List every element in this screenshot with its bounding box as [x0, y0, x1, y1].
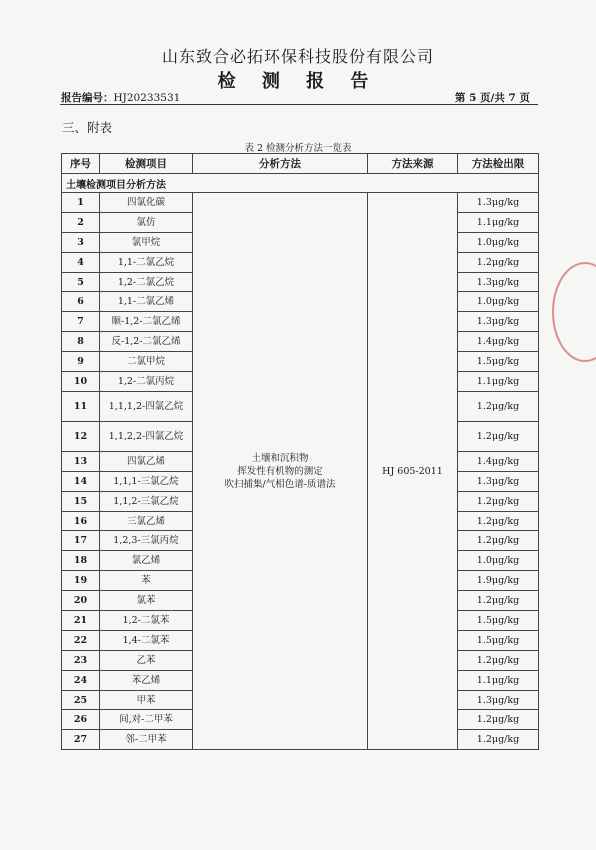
detection-limit: 1.9μg/kg: [458, 571, 539, 591]
detection-limit: 1.2μg/kg: [458, 491, 539, 511]
detection-limit: 1.3μg/kg: [458, 690, 539, 710]
detection-limit: 1.1μg/kg: [458, 670, 539, 690]
test-item: 1,2-二氯丙烷: [100, 372, 193, 392]
detection-limit: 1.2μg/kg: [458, 710, 539, 730]
analysis-method: [193, 193, 368, 750]
test-item: 顺-1,2-二氯乙烯: [100, 312, 193, 332]
detection-limit: 1.2μg/kg: [458, 650, 539, 670]
row-number: 22: [62, 630, 100, 650]
detection-limit: 1.1μg/kg: [458, 212, 539, 232]
row-number: 3: [62, 232, 100, 252]
test-item: 1,1-二氯乙烯: [100, 292, 193, 312]
row-number: 12: [62, 421, 100, 451]
header-divider: [60, 104, 538, 105]
detection-limit: 1.2μg/kg: [458, 511, 539, 531]
test-item: 1,1,1-三氯乙烷: [100, 471, 193, 491]
company-name: 山东致合必拓环保科技股份有限公司: [161, 47, 434, 66]
row-number: 13: [62, 451, 100, 471]
detection-limit: 1.0μg/kg: [458, 232, 539, 252]
row-number: 27: [62, 730, 100, 750]
test-item: 氯仿: [100, 212, 193, 232]
detection-limit: 1.5μg/kg: [458, 352, 539, 372]
test-item: 1,1,2-三氯乙烷: [100, 491, 193, 511]
category-label: 土壤检测项目分析方法: [62, 174, 539, 193]
detection-limit: 1.3μg/kg: [458, 312, 539, 332]
row-number: 18: [62, 551, 100, 571]
detection-limit: 1.3μg/kg: [458, 193, 539, 213]
detection-limit: 1.4μg/kg: [458, 332, 539, 352]
test-item: 四氯化碳: [100, 193, 193, 213]
detection-limit: 1.2μg/kg: [458, 591, 539, 611]
row-number: 21: [62, 611, 100, 631]
detection-limit: 1.3μg/kg: [458, 272, 539, 292]
report-number-label: 报告编号：: [61, 92, 114, 104]
section-title: 三、附表: [62, 120, 113, 135]
analysis-method-line: 吹扫捕集/气相色谱-质谱法: [224, 478, 336, 490]
analysis-method-line: 挥发性有机物的测定: [237, 465, 323, 477]
table-body: [62, 174, 539, 750]
analysis-method-line: 土壤和沉积物: [251, 452, 309, 464]
test-item: 氯乙烯: [100, 551, 193, 571]
row-number: 16: [62, 511, 100, 531]
seal-stamp: [552, 262, 596, 362]
test-item: 1,4-二氯苯: [100, 630, 193, 650]
col-header-limit: 方法检出限: [458, 154, 539, 174]
page-indicator: 第 5 页/共 7 页: [454, 92, 530, 104]
row-number: 15: [62, 491, 100, 511]
row-number: 5: [62, 272, 100, 292]
row-number: 8: [62, 332, 100, 352]
test-item: 1,1,1,2-四氯乙烷: [100, 391, 193, 421]
row-number: 19: [62, 571, 100, 591]
row-number: 20: [62, 591, 100, 611]
detection-limit: 1.0μg/kg: [458, 292, 539, 312]
detection-limit: 1.5μg/kg: [458, 630, 539, 650]
test-item: 苯: [100, 571, 193, 591]
test-item: 四氯乙烯: [100, 451, 193, 471]
row-number: 6: [62, 292, 100, 312]
col-header-item: 检测项目: [100, 154, 193, 174]
row-number: 7: [62, 312, 100, 332]
col-header-source: 方法来源: [368, 154, 458, 174]
table-caption: 表 2 检测分析方法一览表: [244, 143, 352, 154]
table-header-row: [62, 154, 539, 174]
row-number: 4: [62, 252, 100, 272]
detection-limit: 1.4μg/kg: [458, 451, 539, 471]
method-source: HJ 605-2011: [368, 193, 458, 750]
test-item: 1,2-二氯苯: [100, 611, 193, 631]
test-item: 1,1-二氯乙烷: [100, 252, 193, 272]
test-item: 二氯甲烷: [100, 352, 193, 372]
row-number: 24: [62, 670, 100, 690]
test-item: 苯乙烯: [100, 670, 193, 690]
detection-limit: 1.1μg/kg: [458, 372, 539, 392]
detection-limit: 1.2μg/kg: [458, 730, 539, 750]
detection-limit: 1.2μg/kg: [458, 391, 539, 421]
row-number: 10: [62, 372, 100, 392]
row-number: 9: [62, 352, 100, 372]
report-number: [61, 90, 180, 105]
test-item: 邻-二甲苯: [100, 730, 193, 750]
table-row: [62, 193, 539, 213]
detection-limit: 1.0μg/kg: [458, 551, 539, 571]
test-item: 三氯乙烯: [100, 511, 193, 531]
report-title: 检 测 报 告: [217, 71, 379, 92]
row-number: 17: [62, 531, 100, 551]
row-number: 2: [62, 212, 100, 232]
row-number: 1: [62, 193, 100, 213]
col-header-method: 分析方法: [193, 154, 368, 174]
test-item: 氯苯: [100, 591, 193, 611]
test-item: 反-1,2-二氯乙烯: [100, 332, 193, 352]
row-number: 11: [62, 391, 100, 421]
detection-limit: 1.2μg/kg: [458, 252, 539, 272]
method-table: [61, 153, 539, 750]
test-item: 1,1,2,2-四氯乙烷: [100, 421, 193, 451]
test-item: 乙苯: [100, 650, 193, 670]
row-number: 14: [62, 471, 100, 491]
test-item: 氯甲烷: [100, 232, 193, 252]
test-item: 1,2-二氯乙烷: [100, 272, 193, 292]
detection-limit: 1.2μg/kg: [458, 421, 539, 451]
detection-limit: 1.2μg/kg: [458, 531, 539, 551]
category-row: [62, 174, 539, 193]
row-number: 26: [62, 710, 100, 730]
detection-limit: 1.3μg/kg: [458, 471, 539, 491]
test-item: 甲苯: [100, 690, 193, 710]
col-header-no: 序号: [62, 154, 100, 174]
report-number-value: HJ20233531: [113, 92, 181, 104]
row-number: 23: [62, 650, 100, 670]
test-item: 1,2,3-三氯丙烷: [100, 531, 193, 551]
test-item: 间,对-二甲苯: [100, 710, 193, 730]
row-number: 25: [62, 690, 100, 710]
detection-limit: 1.5μg/kg: [458, 611, 539, 631]
